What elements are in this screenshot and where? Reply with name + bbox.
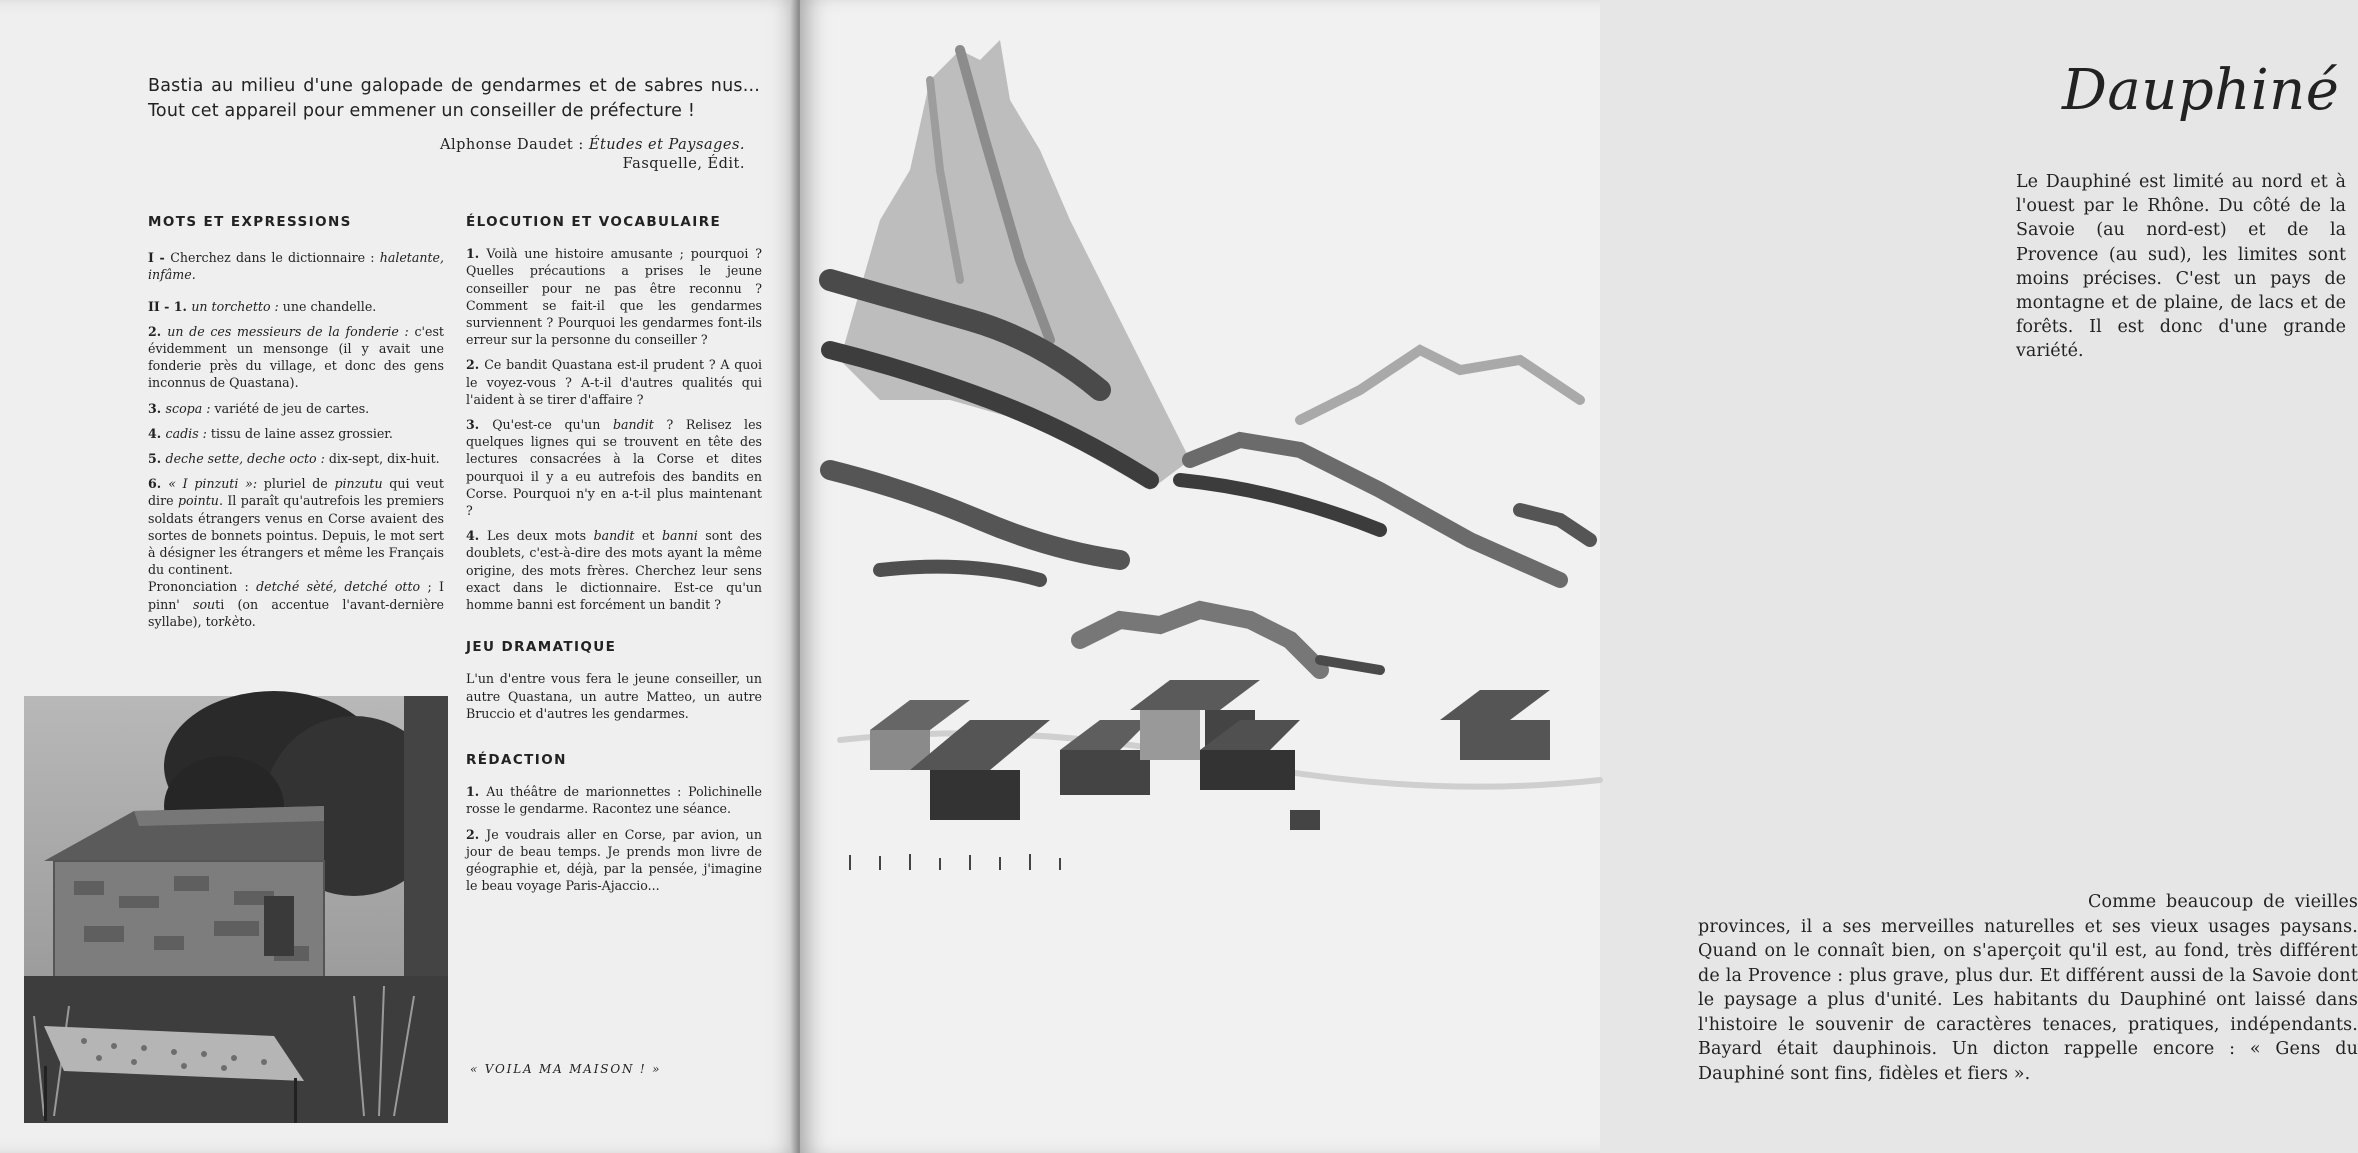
elocution-q1: 1. Voilà une histoire amusante ; pourquoi ? Quelles précautions a prises le jeune conseiller pour ne pas être reconnu ? Comment se fait-il que les gendarmes surviennent ? Pourquoi les gendarmes font-ils erreur sur la personne du conseiller ? (466, 246, 762, 348)
stone-house-image (24, 696, 448, 1123)
elocution-column (466, 214, 762, 903)
elocution-q2: 2. Ce bandit Quastana est-il prudent ? A quoi le voyez-vous ? A-t-il d'autres qualités qui l'aident à se tirer d'affaire ? (466, 357, 762, 407)
elocution-heading: ÉLOCUTION ET VOCABULAIRE (466, 214, 722, 230)
photo-caption: « VOILA MA MAISON ! » (470, 1062, 662, 1076)
attribution-publisher: Fasquelle, Édit. (622, 156, 745, 172)
intro-paragraph (2016, 170, 2346, 364)
elocution-q3: 3. Qu'est-ce qu'un bandit ? Relisez les quelques lignes qui se trouvent en tête des lectures consacrées à la Corse et dites pourquoi il y a eu autrefois des bandits en Corse. Pourquoi n'y en a-t-il plus maintenant ? (466, 417, 763, 519)
jeu-text: L'un d'entre vous fera le jeune conseiller, un autre Quastana, un autre Matteo, un autre Bruccio et d'autres les gendarmes. (466, 671, 762, 721)
attribution (400, 136, 745, 174)
mots-item-4: 4. cadis : tissu de laine assez grossier. (148, 425, 393, 441)
intro-paragraph-text: Le Dauphiné est limité au nord et à l'ouest par le Rhône. Du côté de la Savoie (au nord-est) et de la Provence (au sud), les limites sont moins précises. C'est un pays de montagne et de plaine, de lacs et de forêts. Il est donc d'une grande variété. (2016, 172, 2346, 362)
intro-text: Bastia au milieu d'une galopade de gendarmes et de sabres nus... Tout cet appareil pour emmener un conseiller de préfecture ! (148, 76, 760, 121)
attribution-work: Études et Paysages. (588, 137, 745, 153)
mots-column (148, 214, 444, 638)
redaction-item-1: 1. Au théâtre de marionnettes : Polichinelle rosse le gendarme. Racontez une séance. (466, 784, 762, 817)
stone-house-photo (24, 696, 448, 1123)
mots-item-i: I - Cherchez dans le dictionnaire : haletante, infâme. (148, 250, 445, 283)
mots-heading: MOTS ET EXPRESSIONS (148, 214, 352, 230)
mots-item-6: 6. « I pinzuti »: pluriel de pinzutu qui veut dire pointu. Il paraît qu'autrefois les premiers soldats étrangers venus en Corse avaient des sortes de bonnets pointus. Depuis, le mot sert à désigner les étrangers et même les Français du continent. (148, 476, 444, 578)
mountain-village-illustration (820, 20, 1600, 940)
body-paragraph-text: Comme beaucoup de vieilles provinces, il a ses merveilles naturelles et ses vieux usages paysans. Quand on le connaît bien, on s'aperçoit qu'il est, au fond, très différent de la Provence : plus grave, plus dur. Et différent aussi de la Savoie dont le paysage a plus d'unité. Les habitants du Dauphiné ont laissé dans l'histoire le souvenir de caractères tenaces, pratiques, indépendants. Bayard était dauphinois. Un dicton rappelle encore : « Gens du Dauphiné sont fins, fidèles et fiers ». (1698, 892, 2358, 1084)
redaction-item-2: 2. Je voudrais aller en Corse, par avion, un jour de beau temps. Je prends mon livre de géographie et, déjà, par la pensée, j'imagine le beau voyage Paris-Ajaccio... (466, 826, 762, 894)
left-page (0, 0, 800, 1153)
mots-item-ii: II - 1. un torchetto : une chandelle. (148, 298, 377, 314)
right-page (800, 0, 2358, 1153)
attribution-author: Alphonse Daudet : (440, 137, 589, 153)
page-title: Dauphiné (2062, 58, 2340, 123)
mots-item-5: 5. deche sette, deche octo : dix-sept, dix-huit. (148, 451, 440, 467)
elocution-q4: 4. Les deux mots bandit et banni sont des doublets, c'est-à-dire des mots ayant la même origine, des mots frères. Cherchez leur sens exact dans le dictionnaire. Est-ce qu'un homme banni est forcément un bandit ? (466, 528, 762, 613)
mots-item-3: 3. scopa : variété de jeu de cartes. (148, 400, 370, 416)
intro-quote (148, 74, 760, 124)
jeu-heading: JEU DRAMATIQUE (466, 639, 617, 656)
body-paragraph (1698, 890, 2358, 1086)
redaction-heading: RÉDACTION (466, 752, 567, 769)
mots-pronunciation: Prononciation : detché sèté, detché otto ; I pinn' souti (on accentue l'avant-dernière syllabe), torkèto. (148, 579, 445, 629)
mots-item-2: 2. un de ces messieurs de la fonderie : c'est évidemment un mensonge (il y avait une fonderie près du village, et donc des gens inconnus de Quastana). (148, 323, 444, 391)
